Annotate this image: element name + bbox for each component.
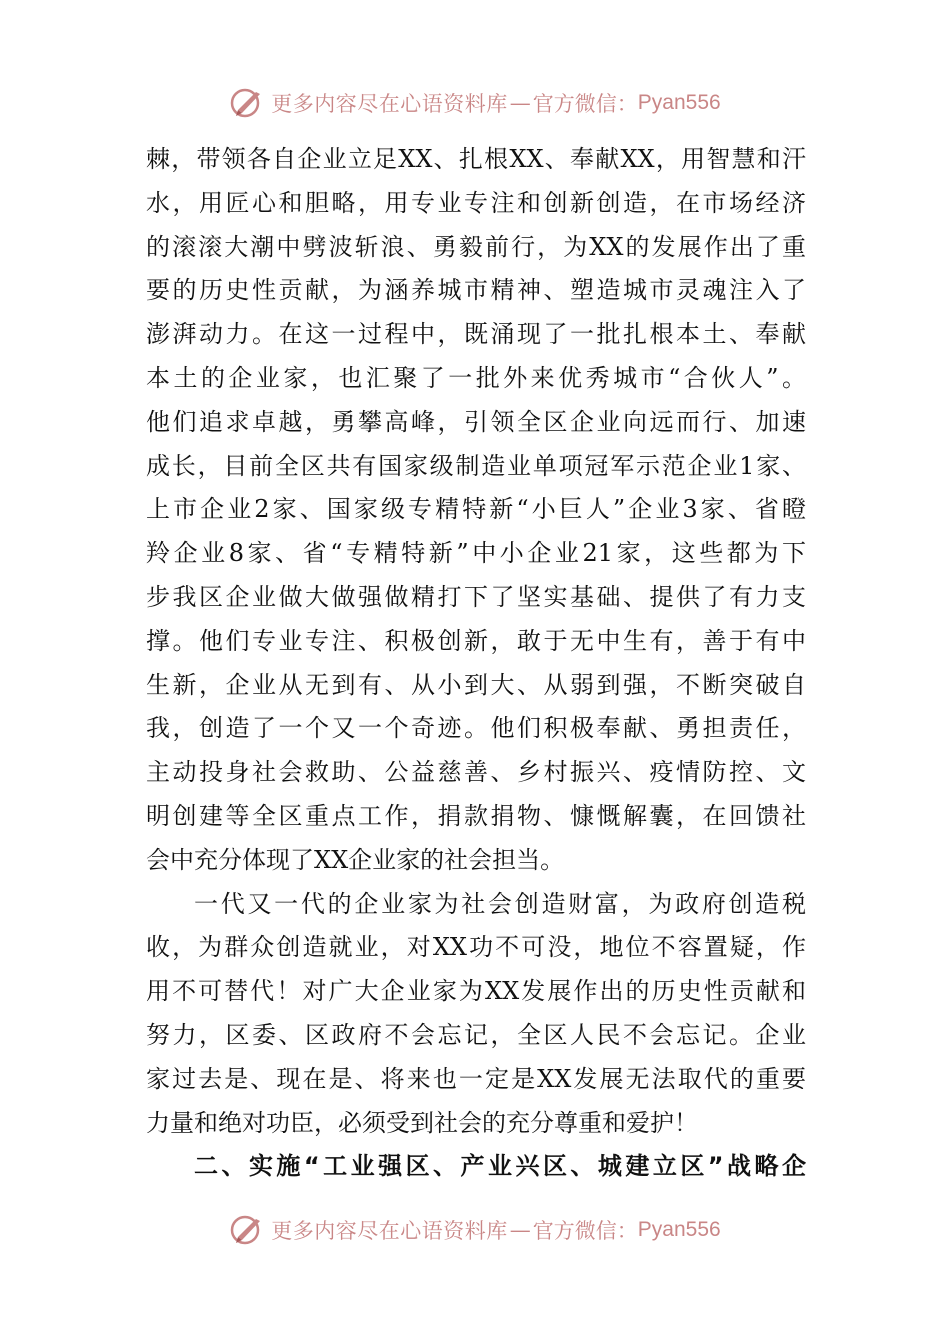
text-line: 的滚滚大潮中劈波斩浪、勇毅前行，为XX的发展作出了重 <box>146 232 806 261</box>
watermark-label: 官方微信： <box>532 92 638 116</box>
section-heading: 二、实施“工业强区、产业兴区、城建立区”战略企 <box>194 1152 806 1181</box>
text-line: 澎湃动力。在这一过程中，既涌现了一批扎根本土、奉献 <box>146 320 806 349</box>
text-line: 本土的企业家，也汇聚了一批外来优秀城市“合伙人”。 <box>146 363 806 392</box>
footer-watermark <box>0 1210 950 1250</box>
watermark-text: 更多内容尽在心语资料库 <box>271 1219 508 1243</box>
text-line: 成长，目前全区共有国家级制造业单项冠军示范企业1家、 <box>146 451 806 480</box>
text-line: 一代又一代的企业家为社会创造财富，为政府创造税 <box>194 889 806 918</box>
paragraph-2 <box>146 883 806 1146</box>
text-line: 他们追求卓越，勇攀高峰，引领全区企业向远而行、加速 <box>146 407 806 436</box>
watermark-separator: — <box>509 1218 531 1242</box>
pen-logo-icon <box>229 85 265 121</box>
text-line: 努力，区委、区政府不会忘记，全区人民不会忘记。企业 <box>146 1020 806 1049</box>
text-line: 家过去是、现在是、将来也一定是XX发展无法取代的重要 <box>146 1064 806 1093</box>
paragraph-1 <box>146 138 806 883</box>
text-line: 生新，企业从无到有、从小到大、从弱到强，不断突破自 <box>146 670 806 699</box>
text-line: 撑。他们专业专注、积极创新，敢于无中生有，善于有中 <box>146 626 806 655</box>
watermark-id: Pyan556 <box>637 1218 721 1241</box>
text-line: 羚企业8家、省“专精特新”中小企业21家，这些都为下 <box>146 539 806 568</box>
text-line: 棘，带领各自企业立足XX、扎根XX、奉献XX，用智慧和汗 <box>146 145 806 173</box>
watermark-label: 官方微信： <box>532 1219 638 1243</box>
pen-logo-icon <box>229 1212 265 1248</box>
text-line: 会中充分体现了XX企业家的社会担当。 <box>146 845 565 874</box>
text-line: 要的历史性贡献，为涵养城市精神、塑造城市灵魂注入了 <box>146 276 806 305</box>
text-line: 步我区企业做大做强做精打下了坚实基础、提供了有力支 <box>146 582 806 611</box>
text-line: 水，用匠心和胆略，用专业专注和创新创造，在市场经济 <box>146 188 806 217</box>
text-line: 用不可替代！对广大企业家为XX发展作出的历史性贡献和 <box>146 977 806 1006</box>
text-line: 主动投身社会救助、公益慈善、乡村振兴、疫情防控、文 <box>146 758 806 787</box>
watermark-separator: — <box>509 91 531 115</box>
text-line: 收，为群众创造就业，对XX功不可没，地位不容置疑，作 <box>146 933 806 962</box>
text-line: 明创建等全区重点工作，捐款捐物、慷慨解囊，在回馈社 <box>146 801 806 830</box>
watermark-text: 更多内容尽在心语资料库 <box>271 92 508 116</box>
document-body <box>146 138 806 1189</box>
text-line: 力量和绝对功臣，必须受到社会的充分尊重和爱护！ <box>146 1108 698 1137</box>
header-watermark <box>0 83 950 123</box>
text-line: 我，创造了一个又一个奇迹。他们积极奉献、勇担责任， <box>146 714 806 743</box>
text-line: 上市企业2家、国家级专精特新“小巨人”企业3家、省瞪 <box>146 495 806 524</box>
watermark-id: Pyan556 <box>637 91 721 114</box>
